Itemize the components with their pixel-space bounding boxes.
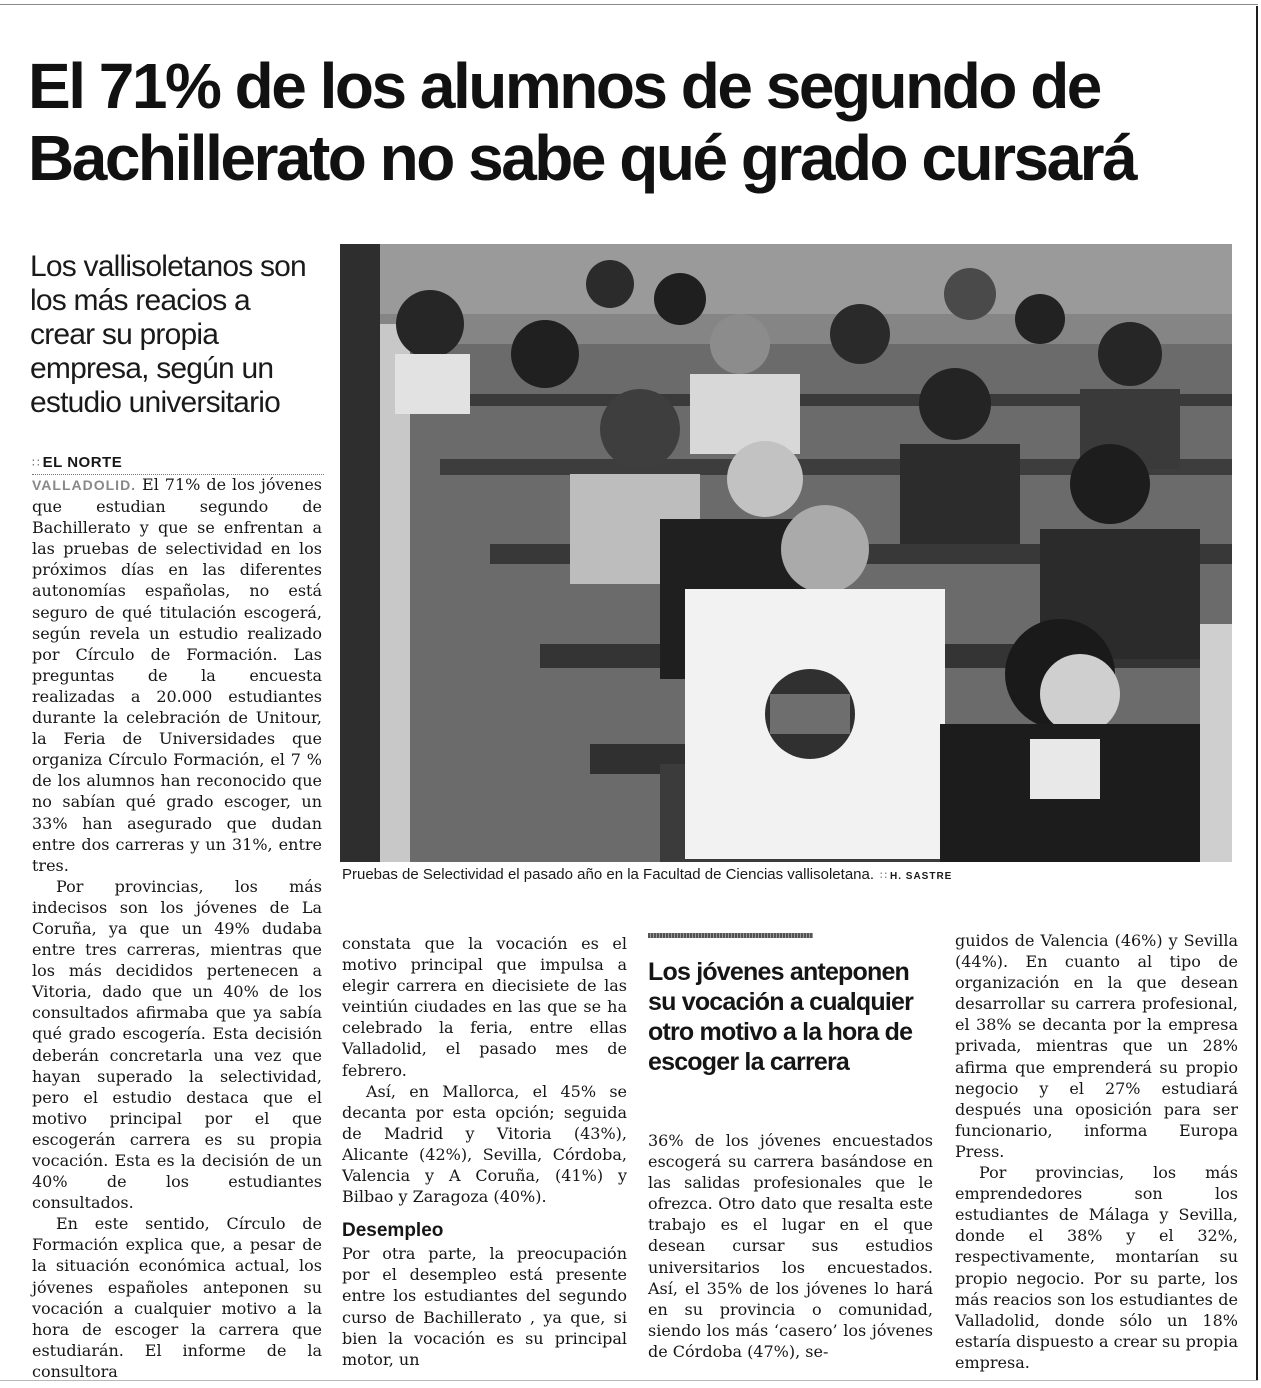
article-column-3 (648, 1130, 933, 1362)
classroom-photo-image (340, 244, 1232, 862)
article-paragraph-5-middle: 36% de los jóvenes encuestados escogerá su carrera basándose en las salidas profesionales que le ofrezca. Otro dato que resalta este trabajo es el lugar en el que desean cursar sus estudios universitarios los encuestados. Así, el 35% de los jóvenes lo hará en su provincia o comunidad, siendo los más ‘casero’ los jóvenes de Córdoba (47%), se- (648, 1131, 933, 1361)
section-heading: Desempleo (342, 1220, 444, 1242)
subheadline: Los vallisoletanos son los más reacios a crear su propia empresa, según un estudio universitario (30, 250, 306, 419)
headline: El 71% de los alumnos de segundo de Bachillerato no sabe qué grado cursará (28, 50, 1136, 194)
article-column-1 (32, 474, 322, 1382)
news-photo (340, 244, 1232, 862)
photo-credit: H. SASTRE (890, 871, 953, 882)
article-paragraph-5-start: Por otra parte, la preocupación por el desempleo está presente entre los estudiantes del segundo curso de Bachillerato , ya que, si bien la vocación es su principal motor, un (342, 1244, 627, 1369)
article-paragraph-6: Por provincias, los más emprendedores son los estudiantes de Málaga y Sevilla, donde el 38% y el 32%, respectivamente, montarían su propio negocio. Por su parte, los más reacios son los estudiantes de Valladolid, donde sólo un 18% estaría dispuesto a crear su propia empresa. (955, 1163, 1238, 1372)
article-paragraph-4: Así, en Mallorca, el 45% se decanta por esta opción; seguida de Madrid y Vitoria (43%), Alicante (42%), Sevilla, Córdoba, Valencia y A Coruña, (41%) y Bilbao y Zaragoza (40%). (342, 1081, 627, 1207)
dateline: VALLADOLID. (32, 477, 137, 493)
article-paragraph-1 (32, 474, 322, 876)
pull-quote-rule (648, 933, 813, 938)
credit-dots-icon: ∷ (880, 870, 888, 882)
article-column-4 (955, 930, 1238, 1373)
byline-dots-icon: ∷ (32, 456, 39, 470)
page-edge-rule (1256, 6, 1258, 1381)
caption-text: Pruebas de Selectividad el pasado año en la Facultad de Ciencias vallisoletana. (342, 866, 875, 883)
pull-quote: Los jóvenes anteponen su vocación a cualquier otro motivo a la hora de escoger la carrera (648, 958, 914, 1076)
paragraph-1-text: El 71% de los jóvenes que estudian segundo de Bachillerato y que se enfrentan a las pruebas de selectividad en los próximos días en las diferentes autonomías españolas, no está seguro de qué titulación escogerá, según revela un estudio realizado por Círculo de Formación. Las preguntas de la encuesta realizadas a 20.000 estudiantes durante la celebración de Unitour, la Feria de Universidades que organiza Círculo Formación, el 7 % de los alumnos han reconocido que no sabían qué grado escoger, un 33% han asegurado que dudan entre dos carreras y un 31%, entre tres. (32, 475, 322, 875)
article-paragraph-2: Por provincias, los más indecisos son los jóvenes de La Coruña, ya que un 49% dudaba entre tres carreras, mientras que los más decididos pertenecen a Vitoria, dado que un 40% de los consultados afirmaba que ya sabía qué grado escogería. Esta decisión deberán concretarla una vez que hayan superado la selectividad, pero el estudio destaca que el motivo principal por el que escogerán carrera es su propia vocación. Esta es la decisión de un 40% de los estudiantes consultados. (32, 876, 322, 1213)
article-column-2 (342, 933, 627, 1370)
byline (32, 452, 324, 475)
byline-outlet: EL NORTE (42, 454, 123, 471)
article-paragraph-3-end: constata que la vocación es el motivo principal que impulsa a elegir carrera en diecisiete de las veintiún ciudades en las que se ha celebrado la feria, entre ellas Valladolid, el pasado mes de febrero. (342, 934, 627, 1080)
top-page-rule (0, 4, 1258, 5)
photo-caption (342, 866, 1232, 883)
article-paragraph-5-end: guidos de Valencia (46%) y Sevilla (44%). En cuanto al tipo de organización en la que desean desarrollar su carrera profesional, el 38% se decanta por la empresa privada, mientras que un 28% afirma que emprenderá su propio negocio y el 27% estudiará después una oposición para ser funcionario, informa Europa Press. (955, 931, 1238, 1161)
article-paragraph-3-start: En este sentido, Círculo de Formación explica que, a pesar de la situación económica actual, los jóvenes españoles anteponen su vocación a cualquier motivo a la hora de escoger la carrera que estudiarán. El informe de la consultora (32, 1214, 322, 1381)
